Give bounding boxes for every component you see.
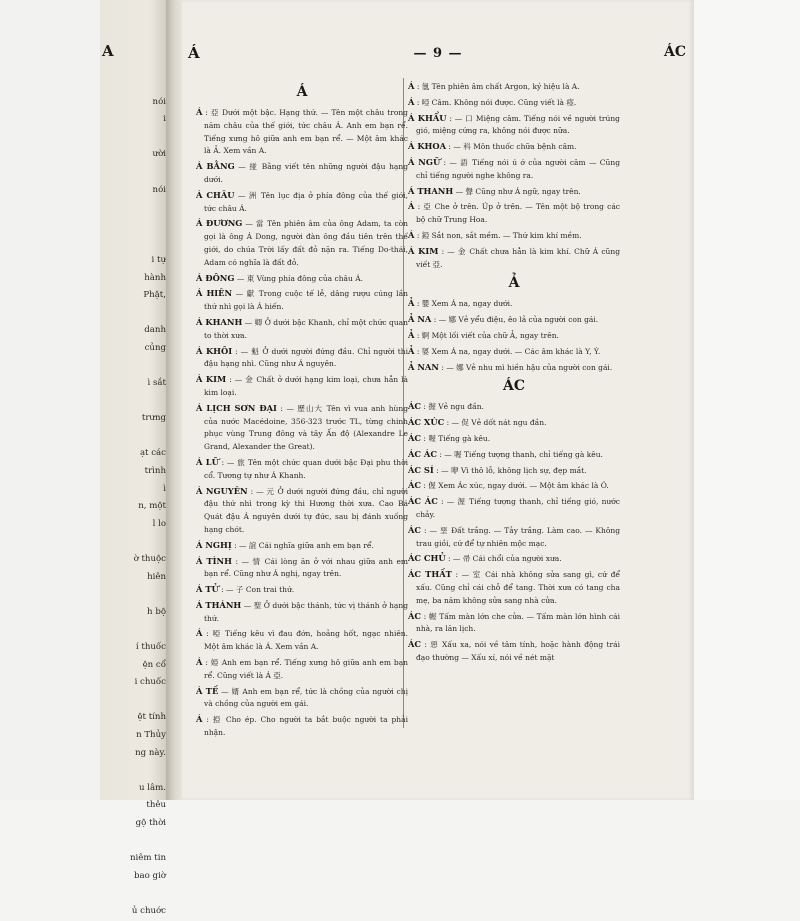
entry-headword: Á THANH bbox=[408, 185, 454, 196]
entry-headword: Á NGỮ bbox=[408, 156, 441, 167]
dictionary-entry bbox=[408, 245, 620, 272]
left-page-line: ờ thuộc bbox=[133, 554, 166, 565]
entry-definition: : 幄 Tấm màn lớn che cửa. — Tấm màn lớn hình cái nhà, ra lăn lịch. bbox=[416, 611, 620, 634]
dictionary-entry bbox=[196, 106, 408, 158]
background-left bbox=[0, 0, 100, 800]
left-page-line bbox=[106, 833, 166, 851]
left-page-line: hành bbox=[144, 272, 166, 283]
entry-headword: Á TÌNH bbox=[196, 555, 232, 566]
left-page-line: trình bbox=[144, 466, 166, 477]
dictionary-entry bbox=[196, 373, 408, 400]
entry-headword: Ả NA bbox=[408, 314, 432, 325]
entry-definition: — 聲 Cũng như Á ngữ, ngay trên. bbox=[453, 186, 581, 196]
left-page-line: trưng bbox=[141, 413, 166, 424]
entry-definition: : 婭 Anh em bạn rể. Tiếng xưng hô giữa anh em bạn rể. Cũng viết là Á 亞. bbox=[202, 658, 408, 680]
dictionary-entry bbox=[408, 96, 620, 110]
entry-headword: ÁC bbox=[408, 480, 422, 491]
section-heading: Á bbox=[296, 84, 308, 100]
left-page-line bbox=[106, 164, 166, 182]
left-page-line bbox=[106, 586, 166, 604]
entry-definition: : 嬰 Xem Á na, ngay dưới. bbox=[414, 299, 513, 309]
entry-definition: : — 娜 Vẻ nhu mì hiền hậu của người con gái. bbox=[438, 362, 613, 372]
entry-headword: Á CHÂU bbox=[196, 189, 235, 200]
entry-headword: Á bbox=[408, 229, 415, 240]
entry-definition: — 東 Vùng phía đông của châu Á. bbox=[234, 273, 364, 283]
entry-definition: : 亞 Dưới một bậc. Hạng thứ. — Tên một châu trong năm châu của thế giới, tức châu Á. Anh em bạn rể. Tiếng xưng hô giữa anh em bạn rể. — Một âm khác là Ả. Xem vần A. bbox=[202, 108, 408, 156]
entry-definition: : 錏 Sắt non, sắt mềm. — Thứ kim khí mềm. bbox=[414, 230, 582, 240]
entry-definition: : — 堊 Đất trắng. — Tảy trắng. Làm cao. — Không trau giồi, cứ để tự nhiên mộc mạc. bbox=[416, 525, 620, 548]
left-page-line bbox=[106, 129, 166, 147]
left-page-line bbox=[106, 533, 166, 551]
entry-definition: : — 科 Môn thuốc chữa bệnh câm. bbox=[446, 142, 577, 152]
entry-definition: : — 子 Con trai thứ. bbox=[218, 585, 295, 595]
entry-definition: — 聖 Ở dưới bậc thánh, tức vị thánh ở hạng thứ. bbox=[204, 600, 409, 623]
entry-headword: Ả NAN bbox=[408, 361, 439, 372]
dictionary-entry bbox=[408, 185, 620, 199]
left-page-line bbox=[106, 692, 166, 710]
entry-headword: Á bbox=[196, 628, 203, 639]
entry-headword: Á KHANH bbox=[196, 316, 243, 327]
entry-headword: ÁC bbox=[408, 432, 422, 443]
dictionary-entry bbox=[408, 448, 620, 462]
entry-headword: Á bbox=[196, 714, 203, 725]
right-column bbox=[408, 80, 620, 667]
dictionary-entry bbox=[408, 432, 620, 446]
dictionary-entry bbox=[196, 555, 408, 582]
dictionary-entry bbox=[196, 316, 408, 343]
dictionary-entry bbox=[196, 713, 408, 740]
section-heading: Ả bbox=[508, 275, 520, 292]
left-page-line: danh bbox=[144, 325, 166, 336]
left-page-line: ện cổ bbox=[142, 659, 166, 670]
dictionary-entry bbox=[196, 287, 408, 314]
entry-definition: : — 咿 Vì thô lỗ, không lịch sự, đẹp mắt. bbox=[433, 465, 587, 475]
dictionary-entry bbox=[196, 217, 408, 269]
left-page-line: l lo bbox=[152, 518, 166, 529]
left-page-line bbox=[106, 358, 166, 376]
section-heading: ÁC bbox=[502, 378, 525, 395]
left-page-line: ủ chuớc bbox=[131, 905, 166, 916]
left-page-line bbox=[106, 76, 166, 94]
left-page-line: ạt các bbox=[139, 448, 166, 459]
left-page-line: i tự bbox=[151, 254, 166, 265]
dictionary-entry bbox=[408, 524, 620, 551]
running-head-right: ÁC bbox=[663, 44, 686, 60]
dictionary-entry bbox=[196, 272, 408, 286]
entry-headword: Ả bbox=[408, 298, 415, 309]
right-page bbox=[182, 0, 694, 800]
entry-definition: : — 魁 Ở dưới người đứng đầu. Chỉ người thi đậu hạng nhì. Cũng như Á nguyên. bbox=[204, 346, 408, 369]
entry-definition: — 獻 Trong cuộc tế lễ, dâng rượu cúng lần thứ nhì gọi là Á hiến. bbox=[204, 289, 408, 312]
entry-headword: ÁC XÚC bbox=[408, 417, 445, 428]
dictionary-entry bbox=[408, 400, 620, 414]
entry-headword: ÁC SÍ bbox=[408, 464, 434, 475]
entry-headword: Á ĐƯƠNG bbox=[196, 218, 243, 229]
dictionary-entry bbox=[408, 112, 620, 139]
entry-definition: : 亞 Che ở trên. Úp ở trên. — Tên một bộ trong các bộ chữ Trung Hoa. bbox=[414, 202, 620, 225]
entry-definition: : 掗 Cho ép. Cho người ta bắt buộc người ta phải nhận. bbox=[202, 715, 408, 738]
dictionary-entry bbox=[408, 329, 620, 343]
dictionary-entry bbox=[408, 345, 620, 359]
background-right bbox=[690, 0, 800, 800]
left-page-line: nói bbox=[152, 184, 166, 195]
dictionary-entry bbox=[196, 539, 408, 553]
left-page-line: ì bbox=[163, 483, 166, 494]
entry-definition: : — 渥 Tiếng tượng thanh, chỉ tiếng gió, nước chảy. bbox=[416, 497, 620, 519]
dictionary-entry bbox=[196, 160, 408, 187]
entry-headword: ÁC THẤT bbox=[408, 569, 452, 580]
entry-headword: Á bbox=[196, 107, 203, 117]
entry-definition: : 婀 Một lối viết của chữ Ả, ngay trên. bbox=[414, 330, 559, 340]
entry-headword: Á TỬ bbox=[196, 584, 219, 595]
entry-headword: Á KHÔI bbox=[196, 345, 233, 356]
dictionary-entry bbox=[408, 297, 620, 311]
entry-definition: : — 情 Cái lòng ăn ở với nhau giữa anh em bạn rể. Cũng như Á nghị, ngay trên. bbox=[204, 556, 408, 579]
entry-definition: : — 元 Ở dưới người đứng đầu, chỉ người đậu thứ nhì trong kỳ thi Hương thời xưa. Cao Bá Quát đậu Á nguyên dưới tự đức, sau bị đánh xuống hạng chót. bbox=[204, 486, 409, 534]
entry-definition: : 偓 Xem Ác xúc, ngay dưới. — Một âm khác là Ó. bbox=[421, 481, 609, 491]
left-page-line: niêm tin bbox=[130, 853, 166, 864]
left-page-line bbox=[106, 428, 166, 446]
left-page-line: u lâm. bbox=[138, 782, 166, 793]
entry-definition: — 卿 Ở dưới bậc Khanh, chỉ một chức quan to thời xưa. bbox=[204, 317, 408, 340]
left-page-header-letter: A bbox=[102, 42, 114, 60]
dictionary-entry bbox=[196, 345, 408, 372]
dictionary-entry bbox=[408, 479, 620, 493]
entry-definition: : — 歷山大 Tên vì vua anh hùng của nước Macédoine, 356-323 trước TL, từng chinh phục vùng Trung đông và tây Ấn độ (Alexandre Le Grand, Alexander the Great). bbox=[204, 403, 408, 452]
dictionary-entry bbox=[196, 656, 408, 683]
entry-headword: Á ĐÔNG bbox=[196, 272, 235, 283]
dictionary-entry bbox=[408, 464, 620, 478]
entry-headword: Á KIM bbox=[408, 245, 439, 256]
entry-headword: Á bbox=[196, 657, 203, 668]
entry-headword: ÁC bbox=[408, 401, 422, 412]
entry-headword: Á NGHỊ bbox=[196, 539, 232, 550]
left-page-text-fragments bbox=[106, 76, 166, 921]
entry-definition: : — 喔 Tiếng tượng thanh, chỉ tiếng gà kêu. bbox=[436, 449, 603, 459]
entry-headword: Á TẾ bbox=[196, 685, 219, 696]
left-page-line bbox=[106, 234, 166, 252]
entry-definition: — 當 Tên phiên âm của ông Adam, ta còn gọi là ông Á Dong, người đàn ông đầu tiên trên thế giới, do chúa Trời lấy đất đỏ nặn ra. Tiếng Do-thái, Adam có nghĩa là đất đỏ. bbox=[204, 219, 408, 267]
entry-headword: Á THÁNH bbox=[196, 599, 242, 610]
left-page-line: hiên bbox=[147, 571, 166, 582]
entry-definition: : — 金 Chất ở dưới hạng kim loại, chưa hẳn là kim loại. bbox=[204, 375, 408, 397]
left-page-line bbox=[106, 199, 166, 217]
dictionary-entry bbox=[408, 552, 620, 566]
dictionary-entry bbox=[408, 229, 620, 243]
entry-definition: : — 口 Miệng câm. Tiếng nói về người trúng gió, miệng cứng ra, không nói được nữa. bbox=[416, 113, 620, 136]
dictionary-entry bbox=[408, 568, 620, 607]
left-page-line: nói bbox=[152, 96, 166, 107]
dictionary-entry bbox=[408, 313, 620, 327]
entry-definition: : — 金 Chất chưa hẳn là kim khí. Chữ Á cũng viết 亞. bbox=[416, 246, 621, 269]
entry-headword: Á LỮ bbox=[196, 456, 219, 467]
left-page-line: í thuốc bbox=[135, 642, 166, 652]
entry-definition: — 掽 Bằng viết tên những người đậu hạng dưới. bbox=[204, 162, 408, 184]
left-page-line: i chuốc bbox=[134, 677, 166, 688]
left-page-line bbox=[106, 885, 166, 903]
entry-headword: Á LỊCH SƠN ĐẠI bbox=[196, 402, 277, 413]
entry-headword: Á KHOA bbox=[408, 141, 447, 152]
entry-headword: Á bbox=[408, 201, 415, 212]
dictionary-entry bbox=[196, 627, 408, 654]
dictionary-entry bbox=[196, 685, 408, 712]
entry-headword: ÁC CHỦ bbox=[408, 553, 446, 564]
dictionary-entry bbox=[408, 361, 620, 375]
entry-headword: ÁC ÁC bbox=[408, 448, 437, 459]
dictionary-entry bbox=[408, 156, 620, 183]
entry-definition: : 握 Vẻ ngu đần. bbox=[421, 402, 484, 412]
left-page-line: n Thủy bbox=[136, 729, 166, 740]
left-page-line: thêu bbox=[146, 800, 166, 811]
entry-headword: Á HIÊN bbox=[196, 288, 233, 299]
dictionary-entry bbox=[196, 485, 408, 537]
left-page-line: ì sắt bbox=[147, 378, 166, 389]
entry-definition: : 娿 Xem Á na, ngay dưới. — Các âm khác là Y, Ý. bbox=[414, 346, 601, 356]
entry-definition: : — 娜 Vẻ yểu điệu, êo lả của người con gái. bbox=[431, 315, 599, 325]
entry-headword: Á bbox=[408, 96, 415, 107]
left-page-line: ười bbox=[152, 149, 166, 160]
left-page-line: củng bbox=[144, 342, 166, 353]
entry-headword: ÁC bbox=[408, 639, 422, 650]
running-head-left: Á bbox=[188, 44, 200, 62]
left-page-line: gộ thời bbox=[135, 817, 166, 828]
entry-definition: : — 旅 Tên một chức quan dưới bậc Đại phu thời cổ. Tương tự như Á Khanh. bbox=[204, 457, 408, 480]
dictionary-entry bbox=[408, 416, 620, 430]
dictionary-entry bbox=[408, 495, 620, 522]
entry-definition: : — 帚 Cái chổi của người xưa. bbox=[445, 554, 562, 564]
left-page-line: n, một bbox=[138, 501, 166, 512]
entry-definition: : 喔 Tiếng gà kêu. bbox=[421, 433, 491, 443]
entry-headword: ÁC ÁC bbox=[408, 496, 438, 507]
entry-headword: Ả bbox=[408, 329, 415, 340]
dictionary-entry bbox=[196, 402, 408, 454]
entry-definition: — 洲 Tên lục địa ở phía đông của thế giới, tức châu Á. bbox=[204, 190, 408, 213]
entry-definition: : — 誼 Cái nghĩa giữa anh em bạn rể. bbox=[231, 540, 374, 550]
left-page bbox=[100, 0, 170, 916]
entry-definition: : 氬 Tên phiên âm chất Argon, ký hiệu là A. bbox=[414, 82, 580, 91]
entry-definition: : — 語 Tiếng nói ú ớ của người câm — Cũng chỉ tiếng người nghe không ra. bbox=[416, 157, 621, 180]
entry-definition: — 婿 Anh em bạn rể, tức là chồng của người chị và chồng của người em gái. bbox=[204, 686, 408, 709]
left-page-line: ệt tính bbox=[137, 712, 166, 723]
left-page-line: h bộ bbox=[147, 606, 166, 617]
dictionary-entry bbox=[196, 583, 408, 597]
entry-definition: : 啞 Tiếng kêu vì đau đớn, hoảng hốt, ngạc nhiên. Một âm khác là Á. Xem vần A. bbox=[202, 629, 408, 652]
entry-headword: Á NGUYÊN bbox=[196, 485, 248, 496]
entry-headword: Á KHẨU bbox=[408, 112, 447, 123]
dictionary-entry bbox=[408, 200, 620, 227]
left-page-line bbox=[106, 217, 166, 235]
dictionary-entry bbox=[196, 599, 408, 626]
left-page-line: ng này. bbox=[135, 747, 166, 758]
running-head bbox=[182, 44, 694, 68]
dictionary-entry bbox=[408, 140, 620, 154]
left-page-line bbox=[106, 762, 166, 780]
left-page-line: i bbox=[163, 114, 166, 125]
entry-definition: : — 促 Vẻ dốt nát ngu đần. bbox=[444, 418, 547, 428]
dictionary-entry bbox=[196, 456, 408, 483]
entry-headword: Á bbox=[408, 81, 415, 91]
entry-headword: Á KIM bbox=[196, 374, 227, 385]
page-number: — 9 — bbox=[413, 46, 463, 61]
entry-headword: ÁC bbox=[408, 524, 422, 535]
left-page-line: Phật, bbox=[143, 290, 166, 301]
entry-definition: : — 室 Cái nhà không sửa sang gì, cứ để xấu. Cũng chỉ cái chỗ để tang. Thời xưa có tang cha mẹ, ba năm không sửa sang nhà cửa. bbox=[416, 570, 620, 605]
entry-headword: Ả bbox=[408, 345, 415, 356]
entry-headword: Á BẰNG bbox=[196, 161, 235, 172]
entry-definition: : 啞 Câm. Không nói được. Cũng viết là 瘂. bbox=[414, 97, 577, 107]
left-page-line bbox=[106, 621, 166, 639]
dictionary-entry bbox=[408, 638, 620, 665]
dictionary-entry bbox=[408, 80, 620, 94]
left-page-line bbox=[106, 393, 166, 411]
dictionary-entry bbox=[196, 189, 408, 216]
left-column bbox=[196, 80, 408, 742]
entry-definition: : 惡 Xấu xa, nói về tâm tính, hoặc hành động trái đạo thường — Xấu xí, nói về nét mặt bbox=[416, 640, 620, 662]
left-page-line bbox=[106, 305, 166, 323]
dictionary-entry bbox=[408, 610, 620, 637]
left-page-line: bao giờ bbox=[134, 870, 166, 881]
entry-headword: ÁC bbox=[408, 610, 422, 621]
